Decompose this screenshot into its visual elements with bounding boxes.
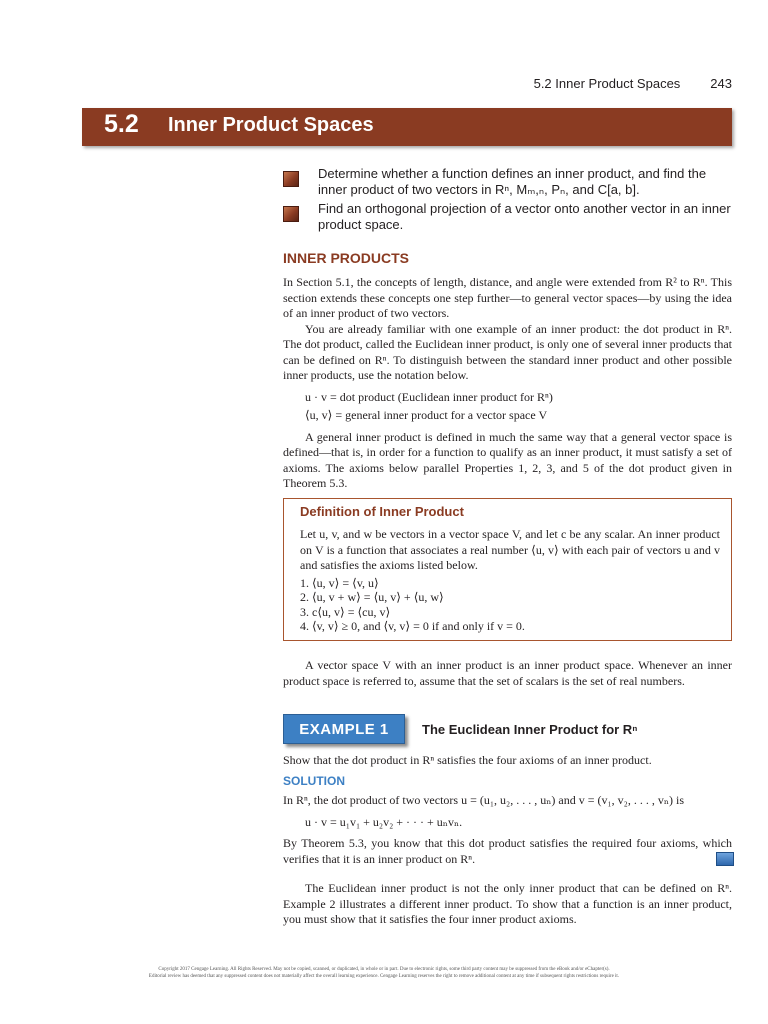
objective-2 <box>283 201 733 233</box>
footer-line-1: Copyright 2017 Cengage Learning. All Rights Reserved. May not be copied, scanned, or duplicated, in whole or in part. Due to electronic rights, some third party content may be suppressed from the eBook and/or eChapter(s). <box>158 967 610 972</box>
running-header <box>534 76 732 91</box>
inner-product-space-text <box>283 658 732 689</box>
objective-1-text: Determine whether a function defines an inner product, and find the inner product of two vectors in Rⁿ, Mₘ,ₙ, Pₙ, and C[a, b]. <box>318 166 707 197</box>
definition-intro: Let u, v, and w be vectors in a vector space V, and let c be any scalar. An inner product on V is a function that associates a real number ⟨u, v⟩ with each pair of vectors u and v and satisfies the axioms listed below. <box>300 527 720 572</box>
definition-box <box>283 498 732 641</box>
axiom-item: 4. ⟨v, v⟩ ≥ 0, and ⟨v, v⟩ = 0 if and only if v = 0. <box>300 619 525 633</box>
objective-2-text: Find an orthogonal projection of a vector onto another vector in an inner product space. <box>318 201 731 232</box>
dot-product-formula: u · v = u₁v₁ + u₂v₂ + · · · + uₙvₙ. <box>305 814 463 829</box>
closing-text <box>283 881 732 928</box>
definition-title: Definition of Inner Product <box>300 504 464 519</box>
page-number: 243 <box>710 76 732 91</box>
objective-bullet-icon <box>283 171 299 187</box>
axiom-item: 1. ⟨u, v⟩ = ⟨v, u⟩ <box>300 575 379 590</box>
paragraph-3: A general inner product is defined in much the same way that a general vector space is defined—that is, in order for a function to qualify as an inner product, it must satisfy a set of axioms. The axioms below parallel Properties 1, 2, 3, and 5 of the dot product given in Theorem 5.3. <box>283 429 732 490</box>
paragraph-5: The Euclidean inner product is not the only inner product that can be defined on Rⁿ. Example 2 illustrates a different inner product. To show that a function is an inner product, you must show that it satisfies the four inner product axioms. <box>283 881 732 926</box>
notation-inner-product: ⟨u, v⟩ = general inner product for a vector space V <box>305 408 548 422</box>
section-number: 5.2 <box>104 110 139 138</box>
copyright-footer <box>30 967 738 980</box>
solution-line-3: By Theorem 5.3, you know that this dot product satisfies the required four axioms, which verifies that it is an inner product on Rⁿ. <box>283 836 732 866</box>
axiom-list <box>300 576 720 634</box>
solution-label: SOLUTION <box>283 774 345 788</box>
example-badge-label: EXAMPLE 1 <box>299 721 389 738</box>
objective-bullet-icon <box>283 206 299 222</box>
section-title: Inner Product Spaces <box>168 114 374 136</box>
paragraph-1: In Section 5.1, the concepts of length, distance, and angle were extended from R² to Rⁿ. This section extends these concepts one step further—to general vector spaces—by using the idea of an inner product of two vectors. <box>283 275 732 320</box>
example-badge <box>283 714 405 744</box>
paragraph-4: A vector space V with an inner product is an inner product space. Whenever an inner product space is referred to, assume that the set of scalars is the set of real numbers. <box>283 658 732 688</box>
footer-line-2: Editorial review has deemed that any suppressed content does not materially affect the overall learning experience. Cengage Learning reserves the right to remove additional content at any time if subsequent rights restrictions require it. <box>148 973 620 979</box>
solution-line-1: In Rⁿ, the dot product of two vectors u = (u₁, u₂, . . . , uₙ) and v = (v₁, v₂, . . . , vₙ) is <box>283 793 685 807</box>
notation-dot-product: u · v = dot product (Euclidean inner product for Rⁿ) <box>305 389 553 404</box>
example-statement: Show that the dot product in Rⁿ satisfies the four axioms of an inner product. <box>283 753 652 767</box>
axiom-item: 2. ⟨u, v + w⟩ = ⟨u, v⟩ + ⟨u, w⟩ <box>300 590 444 604</box>
intro-text <box>283 275 732 492</box>
running-header-section: 5.2 Inner Product Spaces <box>533 76 681 91</box>
section-heading: INNER PRODUCTS <box>283 250 410 266</box>
end-of-solution-icon <box>716 852 734 866</box>
example-title: The Euclidean Inner Product for Rⁿ <box>422 722 638 737</box>
paragraph-2: You are already familiar with one example of an inner product: the dot product in Rⁿ. The dot product, called the Euclidean inner product, is only one of several inner products that can be defined on Rⁿ. To distinguish between the standard inner product and other possible inner products, use the notation below. <box>283 321 732 382</box>
solution-text <box>283 793 732 867</box>
section-banner <box>82 108 732 146</box>
objective-1 <box>283 166 733 198</box>
axiom-item: 3. c⟨u, v⟩ = ⟨cu, v⟩ <box>300 604 391 619</box>
